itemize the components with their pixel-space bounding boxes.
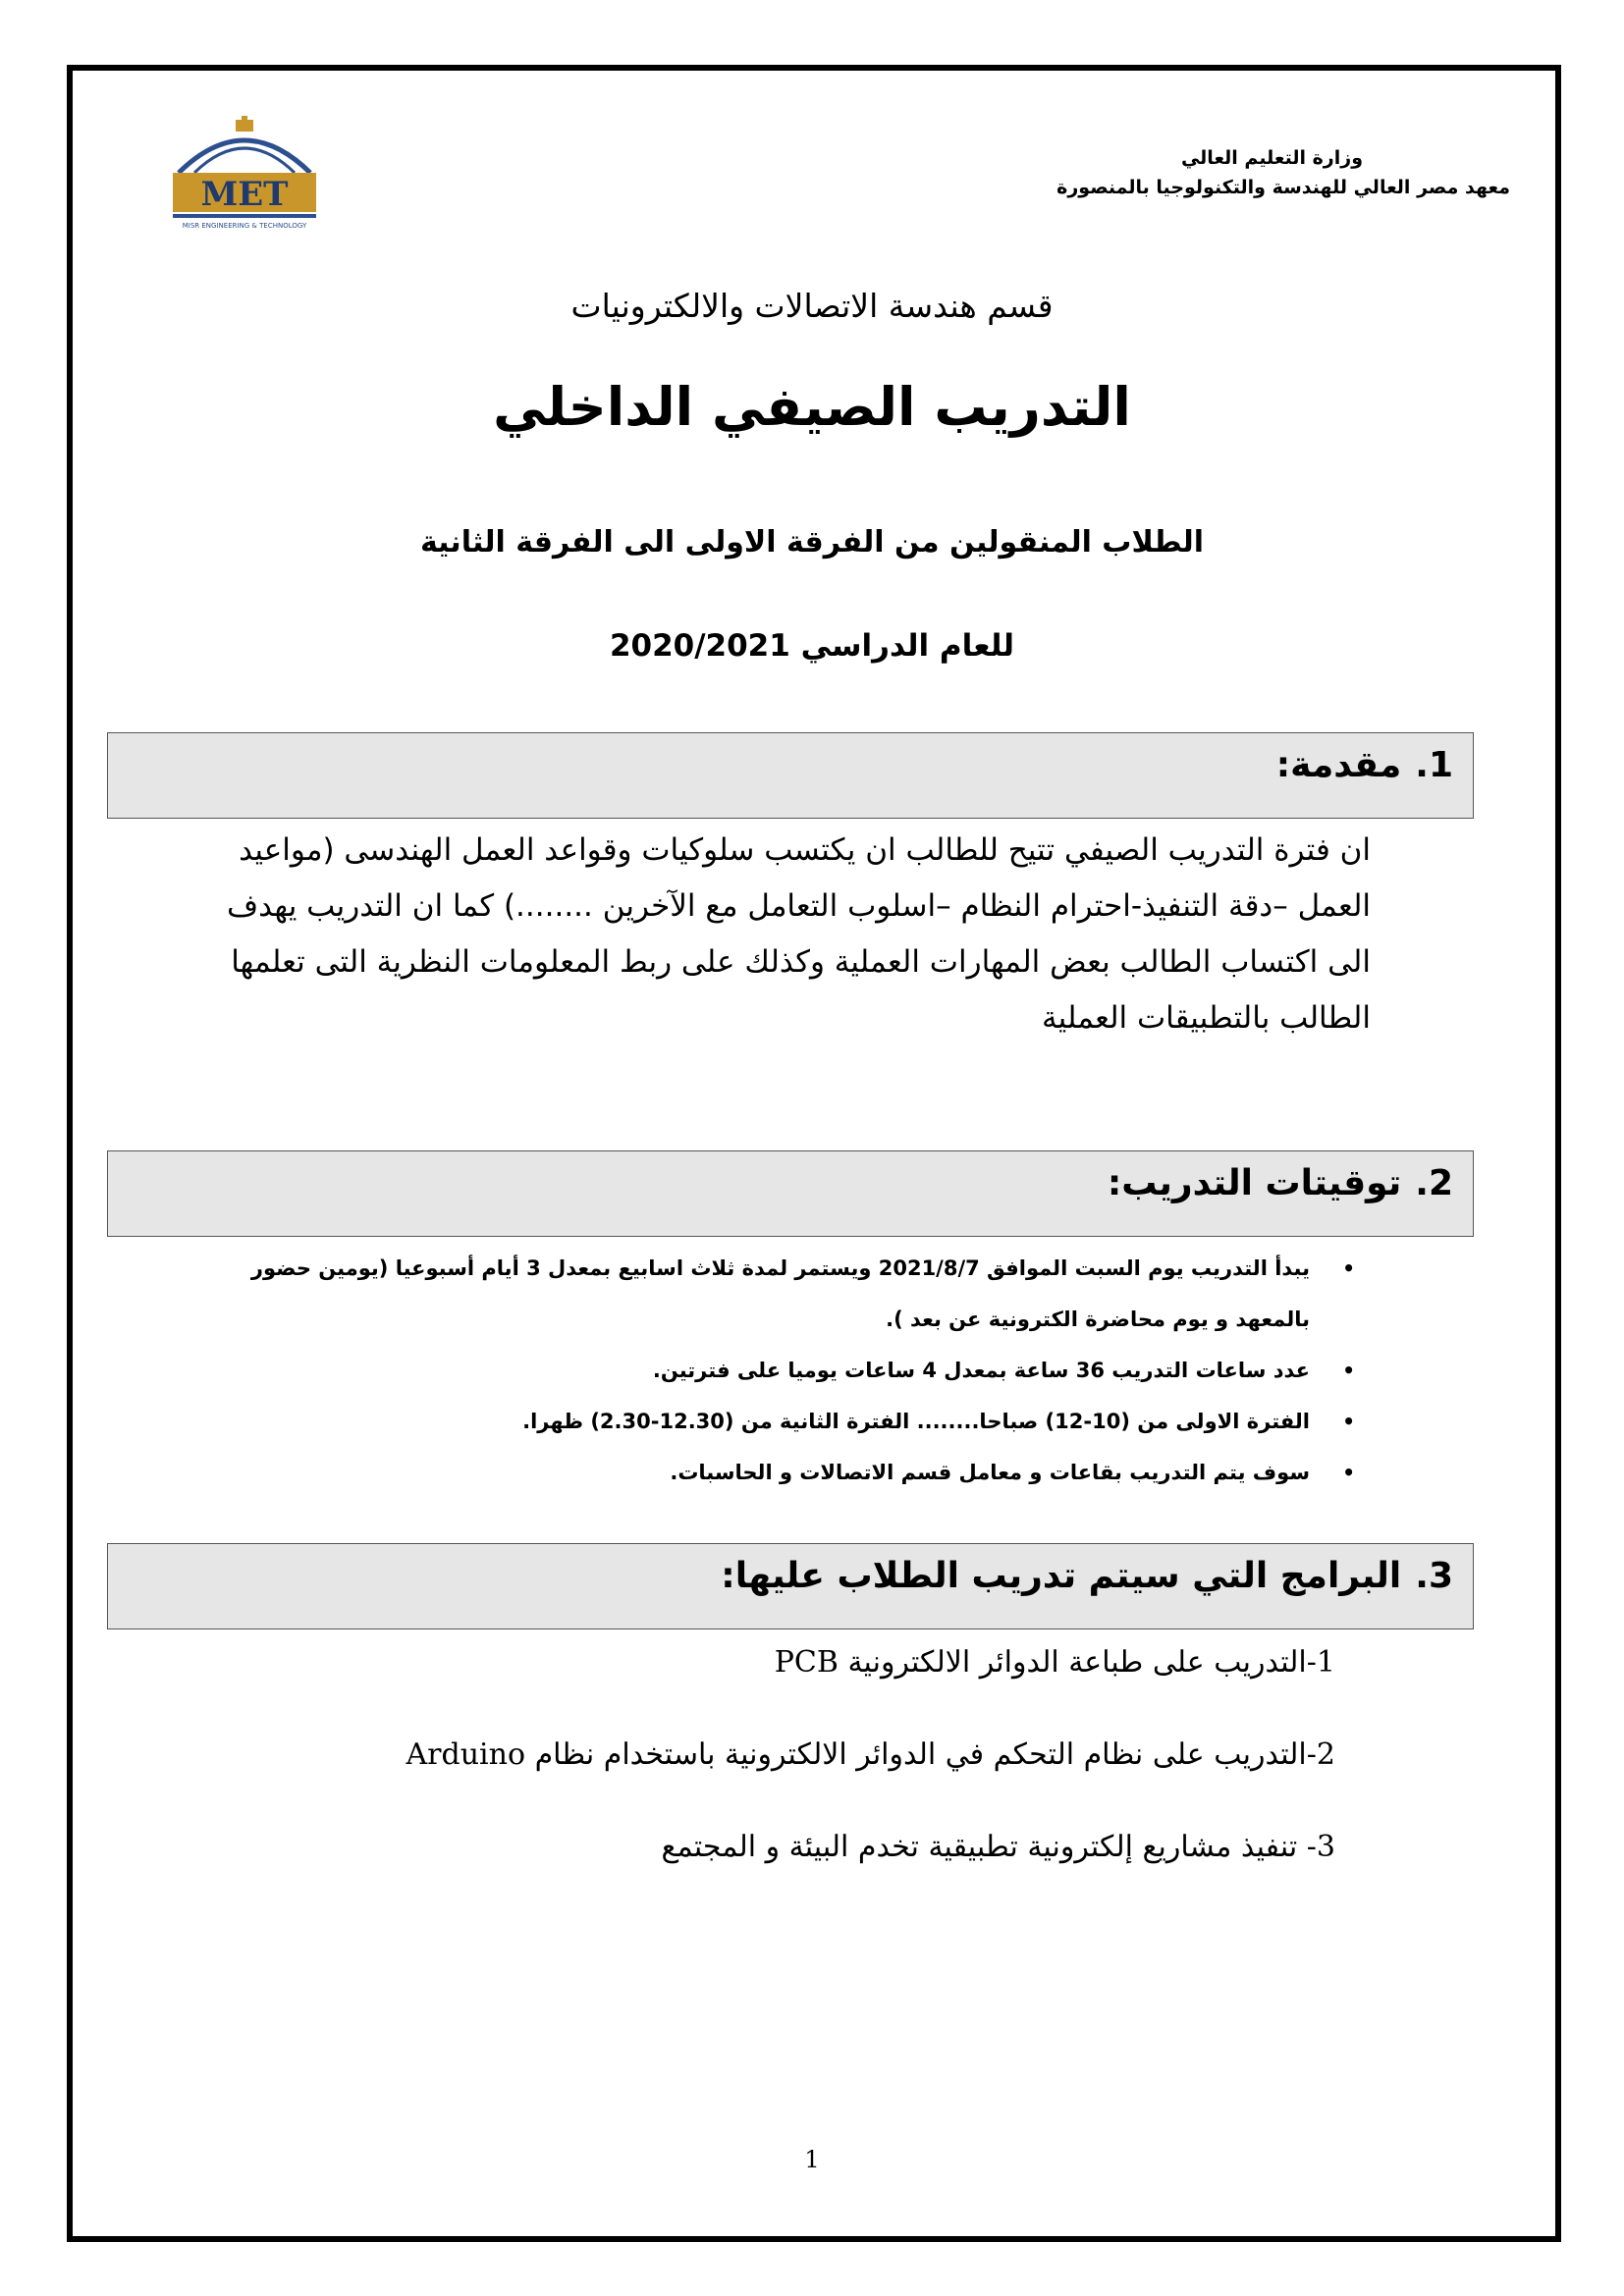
list-item: 2-التدريب على نظام التحكم في الدوائر الالكترونية باستخدام نظام Arduino	[406, 1737, 1335, 1772]
section-number: 2.	[1415, 1163, 1453, 1203]
academic-year: للعام الدراسي 2020/2021	[609, 628, 1015, 664]
schedule-list	[116, 1243, 1355, 1498]
list-item-text: الفترة الاولى من (10-12) صباحا........ الفترة الثانية من (12.30-2.30) ظهرا.	[522, 1410, 1310, 1433]
list-item-text: سوف يتم التدريب بقاعات و معامل قسم الاتصالات و الحاسبات.	[670, 1461, 1310, 1484]
ministry-name: وزارة التعليم العالي	[1180, 147, 1363, 169]
section-heading-programs	[107, 1543, 1474, 1629]
list-item: 1-التدريب على طباعة الدوائر الالكترونية PCB	[774, 1645, 1335, 1680]
section-title: توقيتات التدريب:	[1107, 1163, 1402, 1203]
paragraph-line: الى اكتساب الطالب بعض المهارات العملية وكذلك على ربط المعلومات النظرية التى تعلمها	[231, 944, 1371, 980]
page-number: 1	[804, 2146, 820, 2173]
paragraph-line: ان فترة التدريب الصيفي تتيح للطالب ان يكتسب سلوكيات وقواعد العمل الهندسى (مواعيد	[239, 832, 1371, 868]
logo-text: MET	[200, 175, 289, 214]
institute-header	[823, 143, 1510, 202]
bullet-icon: •	[1342, 1359, 1355, 1382]
logo-subtext: MISR ENGINEERING & TECHNOLOGY	[182, 222, 307, 230]
introduction-paragraph	[116, 823, 1371, 1046]
list-item: 3- تنفيذ مشاريع إلكترونية تطبيقية تخدم البيئة و المجتمع	[661, 1830, 1335, 1864]
section-heading-introduction	[107, 732, 1474, 819]
paragraph-line: الطالب بالتطبيقات العملية	[1041, 1000, 1371, 1036]
page-subtitle: الطلاب المنقولين من الفرقة الاولى الى الفرقة الثانية	[419, 525, 1205, 560]
list-item-text: عدد ساعات التدريب 36 ساعة بمعدل 4 ساعات يوميا على فترتين.	[652, 1359, 1310, 1382]
bullet-icon: •	[1342, 1410, 1355, 1433]
paragraph-line: العمل –دقة التنفيذ-احترام النظام –اسلوب التعامل مع الآخرين ........) كما ان التدريب يهدف	[227, 888, 1371, 924]
programs-list	[116, 1645, 1335, 1922]
list-item-text: يبدأ التدريب يوم السبت الموافق 2021/8/7 ويستمر لمدة ثلاث اسابيع بمعدل 3 أيام أسبوعيا (يومين حضور	[250, 1256, 1310, 1280]
page-title: التدريب الصيفي الداخلي	[493, 376, 1131, 438]
bullet-icon: •	[1342, 1461, 1355, 1484]
section-number: 1.	[1415, 745, 1453, 785]
list-item-text: بالمعهد و يوم محاضرة الكترونية عن بعد ).	[886, 1308, 1310, 1331]
list-item	[116, 1447, 1355, 1498]
institute-logo	[157, 116, 332, 236]
section-number: 3.	[1415, 1556, 1453, 1596]
list-item	[116, 1396, 1355, 1447]
section-title: البرامج التي سيتم تدريب الطلاب عليها:	[721, 1556, 1402, 1596]
section-heading-schedule	[107, 1150, 1474, 1237]
list-item	[116, 1345, 1355, 1396]
section-title: مقدمة:	[1275, 745, 1402, 785]
department-name: قسم هندسة الاتصالات والالكترونيات	[570, 287, 1054, 325]
institute-name: معهد مصر العالي للهندسة والتكنولوجيا بالمنصورة	[1056, 177, 1510, 198]
list-item	[116, 1243, 1355, 1345]
bullet-icon: •	[1342, 1256, 1355, 1280]
